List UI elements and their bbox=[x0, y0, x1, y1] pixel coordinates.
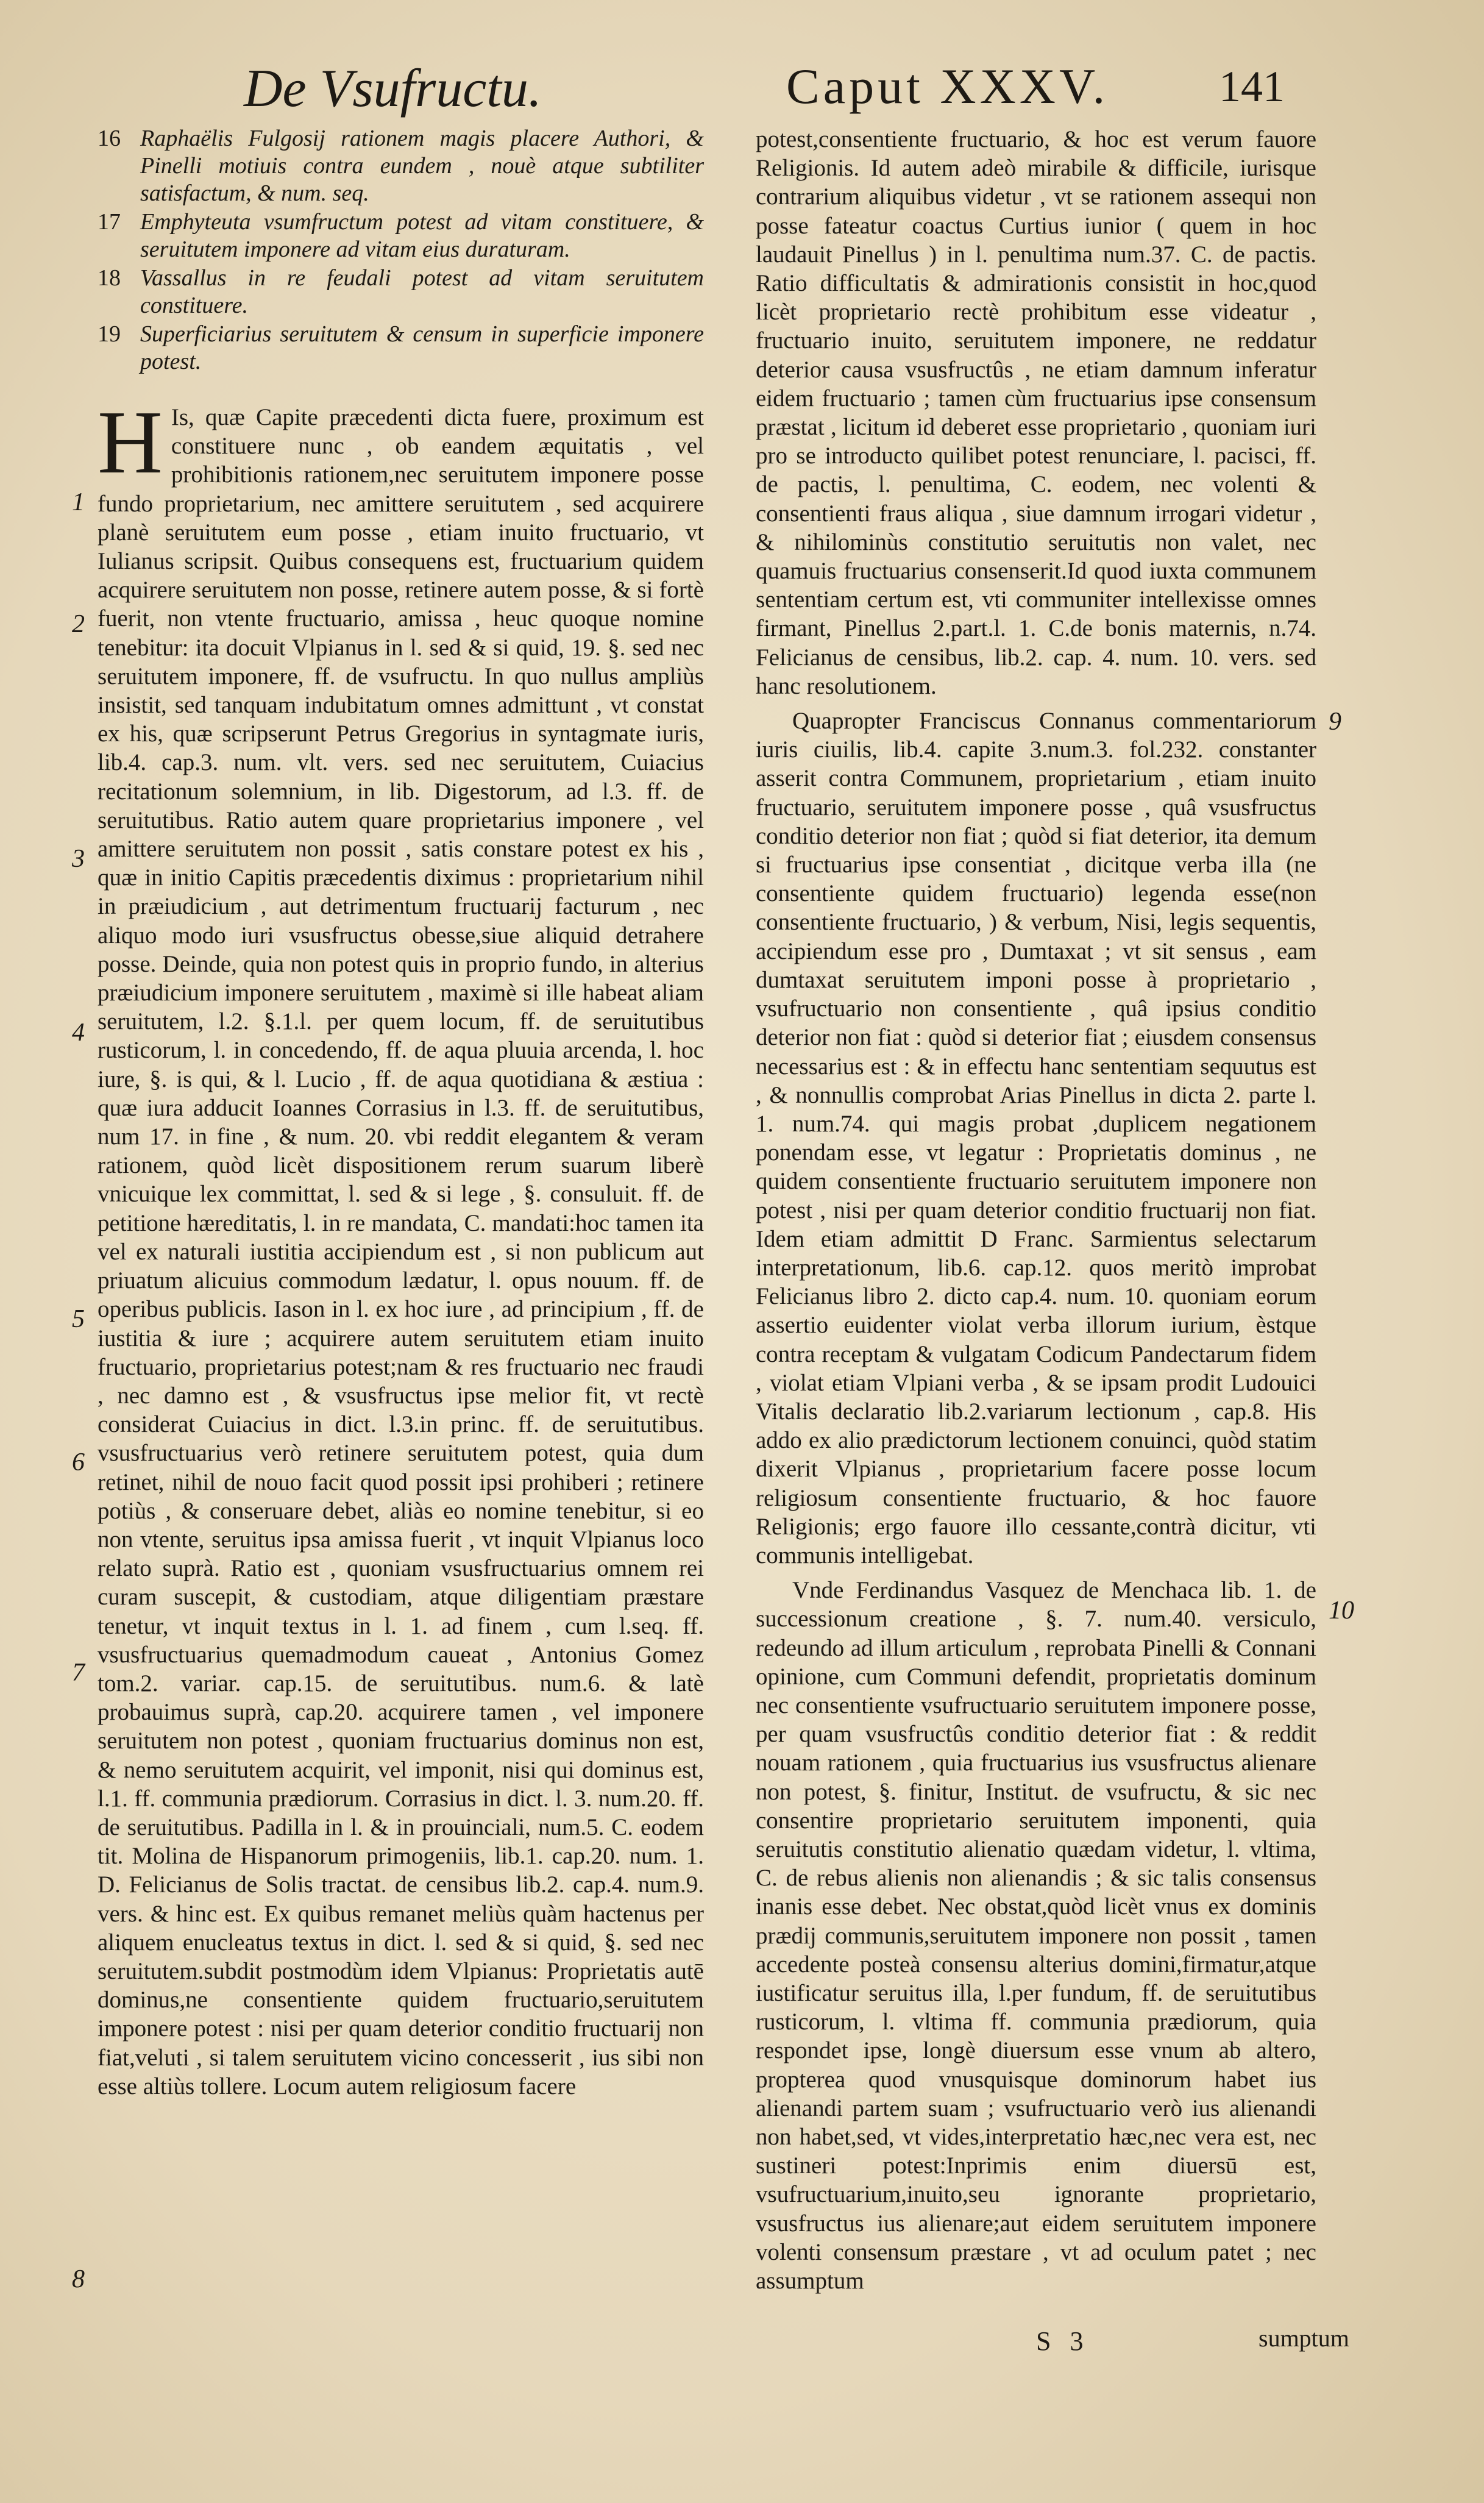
body-paragraph: Vnde Ferdinandus Vasquez de Menchaca lib. 1. de successionum creatione , §. 7. num.40. versiculo, redeundo ad illum articulum , reprobata Pinelli & Connani opinione, cum Communi defendit, proprietatis dominum nec consentiente vsufructuario seruitutem imponere posse, per quam vsusfructûs conditio deterior fiat : & reddit nouam rationem , quia fructuarius ius vsusfructus alienare non potest, §. finitur, Institut. de vsufructu, & sic nec consentire proprietario seruitutem imponenti, quia seruitutis constitutio alienatio quædam videtur, l. vltima, C. de rebus alienis non alienandis ; & sic talis consensus inanis esse debet. Nec obstat,quòd licèt vnus ex dominis prædij communis,seruitutem imponere non possit , tamen accedente posteà consensu alterius domini,firmatur,atque iustificatur seruitus illa, l.per fundum, ff. de seruitutibus rusticorum, l. vltima ff. communia prædiorum, quia respondet ipse, longè diuersum esse vnum ab altero, propterea quod vnusquisque dominorum habet ius alienandi partem suam ; vsufructuario verò ius alienandi non habet,sed, vt vides,interpretatio hæc,nec vera est, nec sustineri potest:Inprimis enim diuersū est, vsufructuarium,inuito,seu ignorante proprietario, vsusfructus ius alienare;aut eidem seruitutem imponere volenti consensum præstare , vt ad oculum patet ; nec assumptum bbox=[756, 1577, 1316, 2295]
margin-number: 2 bbox=[72, 610, 85, 638]
drop-capital: H bbox=[98, 393, 163, 493]
margin-number: 10 bbox=[1329, 1597, 1354, 1625]
catchword: sumptum bbox=[1259, 2324, 1349, 2352]
summary-item bbox=[98, 208, 704, 263]
running-head-chapter: Caput XXXV. bbox=[786, 59, 1109, 114]
summary-number: 16 bbox=[98, 126, 121, 151]
summary-text: Raphaëlis Fulgosij rationem magis placere Authori, & Pinelli motiuis contra eundem , nouè atque subtiliter satisfactum, & num. seq. bbox=[140, 126, 704, 206]
summary-item bbox=[98, 321, 704, 376]
margin-number: 4 bbox=[72, 1019, 85, 1047]
body-text: Is, quæ Capite præcedenti dicta fuere, proximum est constituere nunc , ob eandem æquitatis , vel prohibitionis rationem,nec seruitutem imponere posse fundo proprietarium, nec amittere seruitutem , sed acquirere planè seruitutem eum posse , etiam inuito fructuario, vt Iulianus scripsit. Quibus consequens est, fructuarium quidem acquirere seruitutem non posse, retinere autem posse, & si fortè fuerit, non vtente fructuario, amissa , heuc quoque nomine tenebitur: ita docuit Vlpianus in l. sed & si quid, 19. §. sed nec seruitutem imponere, ff. de vsufructu. In quo nullus ampliùs insistit, sed tanquam indubitatum omnes admittunt , vt constat ex his, quæ scripserunt Petrus Gregorius in syntagmate iuris, lib.4. cap.3. num. vlt. vers. sed nec seruitutem, Cuiacius recitationum solemnium, in lib. Digestorum, ad l.3. ff. de seruitutibus. Ratio autem quare proprietarius imponere , vel amittere seruitutem non possit , satis constare potest ex his , quæ in initio Capitis præcedentis diximus : proprietarium nihil in præiudicium , aut detrimentum fructuarij facturum , nec aliquo modo iuri vsusfructus obesse,siue aliquid detrahere posse. Deinde, quia non potest quis in proprio fundo, in alterius præiudicium imponere seruitutem , maximè si ille habeat aliam seruitutem, l.2. §.1.l. per quem locum, ff. de seruitutibus rusticorum, l. in concedendo, ff. de aqua pluuia arcenda, l. hoc iure, §. is qui, & l. Lucio , ff. de aqua quotidiana & æstiua : quæ iura adducit Ioannes Corrasius in l.3. ff. de seruitutibus, num 17. in fine , & num. 20. vbi reddit elegantem & veram rationem, quòd licèt dispositionem rerum suarum liberè vnicuique lex committat, l. sed & si lege , §. consuluit. ff. de petitione hæreditatis, l. in re mandata, C. mandati:hoc tamen ita vel ex naturali iustitia accipiendum est , si non publicum aut priuatum alicuius commodum lædatur, l. opus nouum. ff. de operibus publicis. Iason in l. ex hoc iure , ad principium , ff. de iustitia & iure ; acquirere autem seruitutem etiam inuito fructuario, proprietarius potest;nam & res fructuario nec fraudi , nec damno est , & vsusfructus ipse melior fit, vt rectè considerat Cuiacius in dict. l.3.in princ. ff. de seruitutibus. vsusfructuarius verò retinere seruitutem potest, quia dum retinet, nihil de nouo facit quod possit ipsi prohiberi ; retinere potiùs , & conseruare debet, aliàs eo nomine tenebitur, si eo non vtente, seruitus ipsa amissa fuerit , vt inquit Vlpianus loco relato suprà. Ratio est , quoniam vsusfructuarius omnem rei curam suscepit, & custodiam, atque diligentiam præstare tenetur, vt inquit textus in l. 1. ad finem , cum l.seq. ff. vsusfructuarius quemadmodum caueat , Antonius Gomez tom.2. variar. cap.15. de seruitutibus. num.6. & latè probauimus suprà, cap.20. acquirere tamen , vel imponere seruitutem non potest , quoniam fructuarius dominus non est, & nemo seruitutem acquirit, vel imponit, nisi qui dominus est, l.1. ff. communia prædiorum. Corrasius in dict. l. 3. num.20. ff. de seruitutibus. Padilla in l. & in prouinciali, num.5. C. eodem tit. Molina de Hispanorum primogeniis, lib.1. cap.20. num. 1. D. Felicianus de Solis tractat. de censibus lib.2. cap.4. num.9. vers. & hinc est. Ex quibus remanet meliùs quàm hactenus per aliquem enucleatus textus in dict. l. sed & si quid, §. sed nec seruitutem.subdit postmodùm idem Vlpianus: Proprietatis autē dominus,ne consentiente quidem fructuario,seruitutem imponere potest : nisi per quam deterior conditio fructuarij non fiat,veluti , si talem seruitutem vicino concesserit , ius sibi non esse altiùs tollere. Locum autem religiosum facere bbox=[98, 404, 704, 2099]
margin-number: 1 bbox=[72, 488, 85, 516]
summary-item bbox=[98, 265, 704, 319]
running-head bbox=[0, 58, 1484, 125]
margin-number: 9 bbox=[1329, 708, 1341, 736]
right-column bbox=[756, 125, 1316, 2295]
summary-text: Emphyteuta vsumfructum potest ad vitam constituere, & seruitutem imponere ad vitam eius duraturam. bbox=[140, 209, 704, 262]
margin-number: 8 bbox=[72, 2265, 85, 2293]
page-number: 141 bbox=[1219, 62, 1285, 111]
running-head-title: De Vsufructu. bbox=[244, 59, 542, 118]
summary-number: 19 bbox=[98, 321, 121, 347]
margin-number: 3 bbox=[72, 845, 85, 873]
body-paragraph: potest,consentiente fructuario, & hoc est verum fauore Religionis. Id autem adeò mirabile & difficile, iurisque contrarium aliquibus videtur , vt se rationem assequi non posse fateatur coactus Curtius iunior ( quem in hoc laudauit Pinellus ) in l. penultima num.37. C. de pactis. Ratio difficultatis & admirationis consistit in hoc,quod licèt proprietario rectè prohibitum esse videatur , fructuario inuito, seruitutem imponere, ne reddatur deterior causa vsusfructûs , ne etiam damnum inferatur eidem fructuario ; tamen cùm fructuarius ipse consensum præstat , licitum id deberet esse proprietario , quoniam iuri pro se introducto quilibet potest renunciare, l. pacisci, ff. de pactis, l. penultima, C. eodem, nec volenti & consentienti fraus aliqua , siue damnum irrogari videtur , & nihilominùs constitutio seruitutis non valet, nec quamuis fructuarius consenserit.Id quod iuxta communem sententiam certum est, vti communiter intellexisse omnes firmant, Pinellus 2.part.l. 1. C.de bonis maternis, n.74. Felicianus de censibus, lib.2. cap. 4. num. 10. vers. sed hanc resolutionem. bbox=[756, 126, 1316, 699]
left-column bbox=[98, 125, 704, 2101]
body-paragraph bbox=[98, 393, 704, 2101]
chapter-summary bbox=[98, 125, 704, 376]
margin-number: 7 bbox=[72, 1659, 85, 1687]
margin-number: 5 bbox=[72, 1305, 85, 1333]
signature-mark: S 3 bbox=[1036, 2326, 1090, 2356]
summary-text: Vassallus in re feudali potest ad vitam seruitutem constituere. bbox=[140, 265, 704, 318]
summary-text: Superficiarius seruitutem & censum in superficie imponere potest. bbox=[140, 321, 704, 374]
body-paragraph: Quapropter Franciscus Connanus commentariorum iuris ciuilis, lib.4. capite 3.num.3. fol.232. constanter asserit contra Communem, proprietarium , etiam inuito fructuario, seruitutem imponere posse , quâ vsusfructus conditio deterior non fiat ; quòd si fiat deterior, ita demum si fructuarius ipse consentiat , dicitque verba illa (ne consentiente quidem fructuario) legenda esse(non consentiente fructuario, ) & verbum, Nisi, legis sequentis, accipiendum esse pro , Dumtaxat ; vt sit sensus , eam dumtaxat seruitutem imponi posse à proprietario , vsufructuario non consentiente , quâ ipsius conditio deterior non fiat : quòd si deterior fiat ; eiusdem consensus necessarius est : & in effectu hanc sententiam sequutus est , & nonnullis comprobat Arias Pinellus in dicta 2. parte l. 1. num.74. qui magis probat ,duplicem negationem ponendam esse, vt legatur : Proprietatis dominus , ne quidem consentiente fructuario seruitutem imponere non potest , nisi per quam deterior conditio fructuarij non fiat. Idem etiam admittit D Franc. Sarmientus selectarum interpretationum, lib.6. cap.12. quos meritò improbat Felicianus libro 2. dicto cap.4. num. 10. quoniam eorum assertio euidenter violat verba illorum iurium, èstque contra receptam & vulgatam Codicum Pandectarum fidem , violat etiam Vlpiani verba , & se ipsam prodit Ludouici Vitalis declaratio lib.2.variarum lectionum , cap.8. His addo ex alio prædictorum lectionem conuinci, quòd statim dixerit Vlpianus , proprietarium facere posse locum religiosum consentiente fructuario, & hoc fauore Religionis; ergo fauore illo cessante,contrà dicitur, vti communis intelligebat. bbox=[756, 708, 1316, 1568]
summary-item bbox=[98, 125, 704, 207]
summary-number: 18 bbox=[98, 265, 121, 291]
summary-number: 17 bbox=[98, 209, 121, 235]
margin-number: 6 bbox=[72, 1448, 85, 1476]
